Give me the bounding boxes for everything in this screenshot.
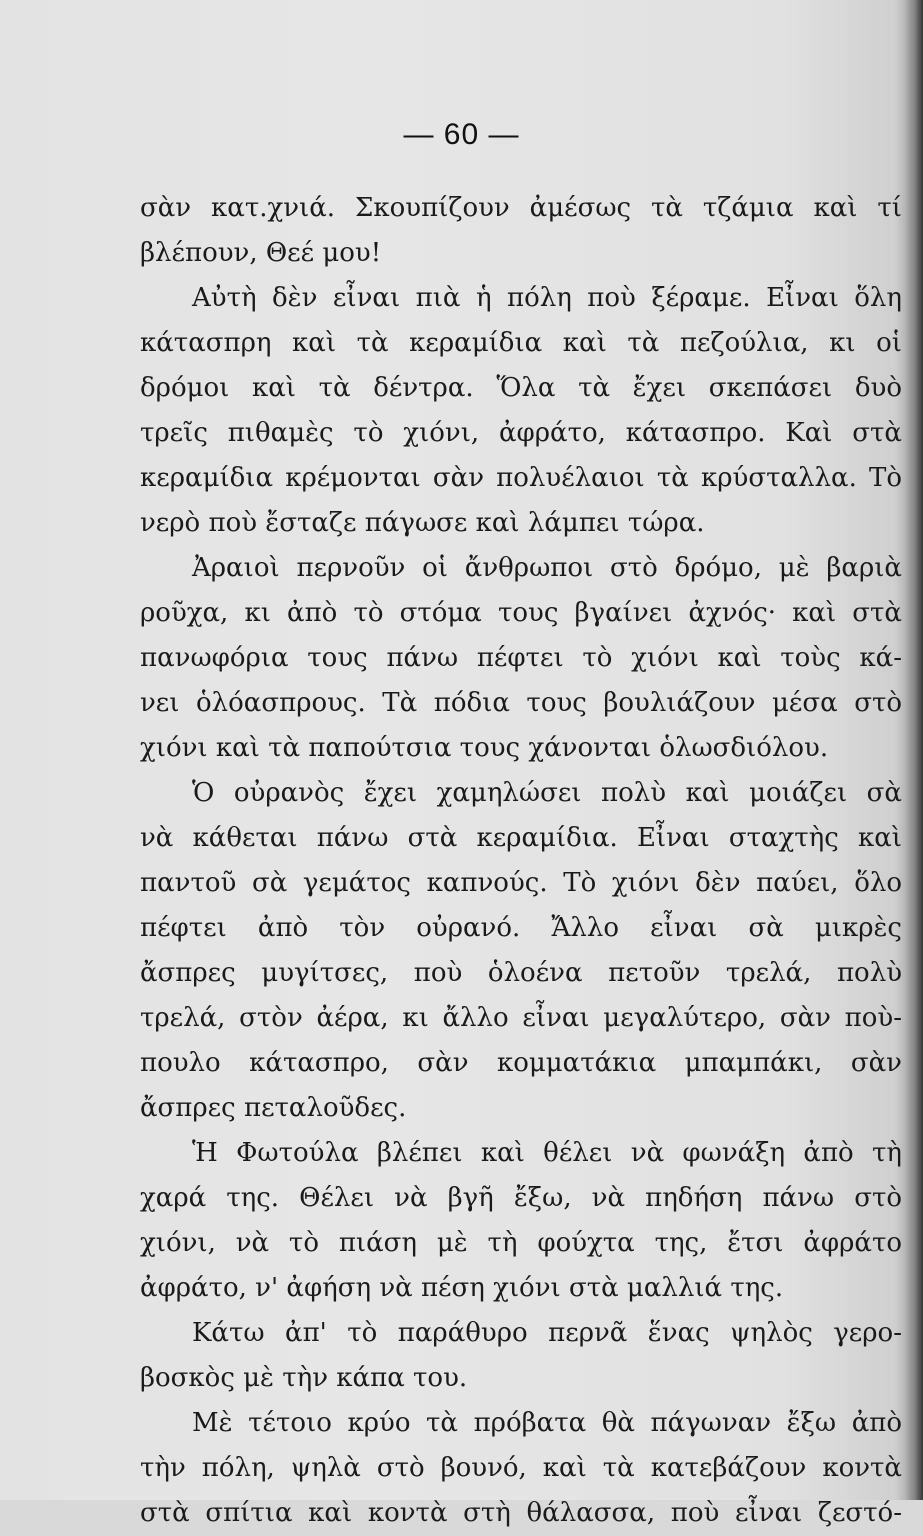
text-line: Ἡ Φωτούλα βλέπει καὶ θέλει νὰ φωνάξη ἀπὸ τὴ bbox=[192, 1138, 902, 1168]
text-line: ἄσπρες πεταλοῦδες. bbox=[140, 1093, 407, 1123]
body-text bbox=[140, 186, 902, 1536]
text-line: πέφτει ἀπὸ τὸν οὐρανό. Ἄλλο εἶναι σὰ μικρὲς bbox=[140, 913, 902, 943]
page-binding-edge bbox=[905, 0, 923, 1500]
text-line: νερὸ ποὺ ἔσταζε πάγωσε καὶ λάμπει τώρα. bbox=[140, 508, 705, 538]
text-line: βλέπουν, Θεέ μου! bbox=[140, 238, 382, 268]
text-line: πουλο κάτασπρο, σὰν κομματάκια μπαμπάκι, σὰν bbox=[140, 1048, 902, 1078]
text-line: ροῦχα, κι ἀπὸ τὸ στόμα τους βγαίνει ἀχνός· καὶ στὰ bbox=[140, 598, 902, 628]
page-number: — 60 — bbox=[403, 118, 520, 151]
text-line: βοσκὸς μὲ τὴν κάπα του. bbox=[140, 1363, 468, 1393]
text-line: δρόμοι καὶ τὰ δέντρα. Ὅλα τὰ ἔχει σκεπάσει δυὸ bbox=[140, 373, 902, 403]
text-line: τὴν πόλη, ψηλὰ στὸ βουνό, καὶ τὰ κατεβάζουν κοντὰ bbox=[140, 1453, 902, 1483]
text-line: ἀφράτο, ν' ἀφήση νὰ πέση χιόνι στὰ μαλλιά της. bbox=[140, 1273, 784, 1303]
text-line: Ἀραιοὶ περνοῦν οἱ ἄνθρωποι στὸ δρόμο, μὲ βαριὰ bbox=[192, 553, 902, 583]
text-line: τρεῖς πιθαμὲς τὸ χιόνι, ἀφράτο, κάτασπρο. Καὶ στὰ bbox=[140, 418, 902, 448]
text-line: Μὲ τέτοιο κρύο τὰ πρόβατα θὰ πάγωναν ἔξω ἀπὸ bbox=[192, 1408, 902, 1438]
text-line: ἄσπρες μυγίτσες, ποὺ ὁλοένα πετοῦν τρελά, πολὺ bbox=[140, 958, 902, 988]
text-line: παντοῦ σὰ γεμάτος καπνούς. Τὸ χιόνι δὲν παύει, ὅλο bbox=[140, 868, 902, 898]
text-line: νὰ κάθεται πάνω στὰ κεραμίδια. Εἶναι σταχτὴς καὶ bbox=[140, 823, 902, 853]
text-line: χαρά της. Θέλει νὰ βγῆ ἔξω, νὰ πηδήση πάνω στὸ bbox=[140, 1183, 902, 1213]
text-line: τρελά, στὸν ἀέρα, κι ἄλλο εἶναι μεγαλύτερο, σὰν ποὺ- bbox=[140, 1003, 902, 1033]
text-line: κεραμίδια κρέμονται σὰν πολυέλαιοι τὰ κρύσταλλα. Τὸ bbox=[140, 463, 902, 493]
text-line: Αὐτὴ δὲν εἶναι πιὰ ἡ πόλη ποὺ ξέραμε. Εἶναι ὅλη bbox=[192, 283, 902, 313]
text-line: στὰ σπίτια καὶ κοντὰ στὴ θάλασσα, ποὺ εἶναι ζεστό- bbox=[140, 1498, 902, 1528]
text-line: κάτασπρη καὶ τὰ κεραμίδια καὶ τὰ πεζούλια, κι οἱ bbox=[140, 328, 902, 358]
text-line: πανωφόρια τους πάνω πέφτει τὸ χιόνι καὶ τοὺς κά- bbox=[140, 643, 902, 673]
text-line: χιόνι, νὰ τὸ πιάση μὲ τὴ φούχτα της, ἔτσι ἀφράτο bbox=[140, 1228, 902, 1258]
text-line: νει ὁλόασπρους. Τὰ πόδια τους βουλιάζουν μέσα στὸ bbox=[140, 688, 902, 718]
text-line: Κάτω ἀπ' τὸ παράθυρο περνᾶ ἕνας ψηλὸς γερο- bbox=[192, 1318, 902, 1348]
text-line: Ὁ οὐρανὸς ἔχει χαμηλώσει πολὺ καὶ μοιάζει σὰ bbox=[192, 778, 902, 808]
text-line: σὰν κατ.χνιά. Σκουπίζουν ἀμέσως τὰ τζάμια καὶ τί bbox=[140, 193, 902, 223]
text-line: χιόνι καὶ τὰ παπούτσια τους χάνονται ὁλωσδιόλου. bbox=[140, 733, 829, 763]
